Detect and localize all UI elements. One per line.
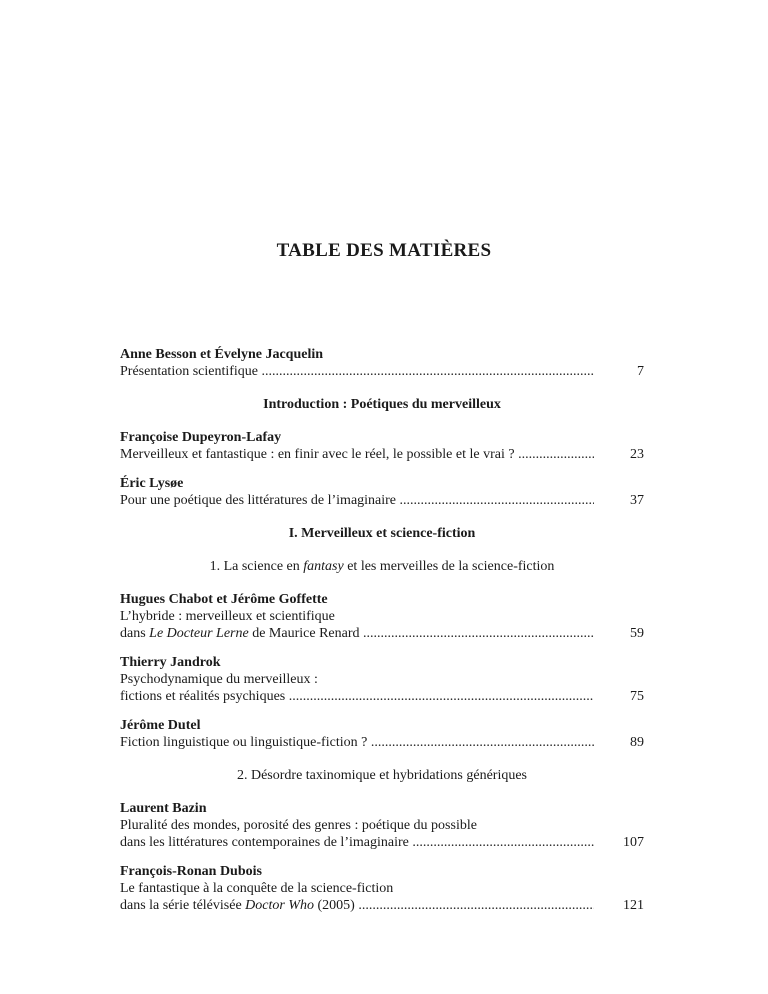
entry-title-line: Le fantastique à la conquête de la science-fiction (120, 881, 394, 896)
entry-title: fictions et réalités psychiques ..... (120, 688, 594, 705)
entry-title: Présentation scientifique ..... (120, 363, 594, 380)
entry-author: Anne Besson et Évelyne Jacquelin (120, 347, 324, 362)
page-number: 75 (630, 689, 644, 704)
entry-author: Françoise Dupeyron-Lafay (120, 430, 282, 445)
entry-title: Merveilleux et fantastique : en finir avec le réel, le possible et le vrai ? ..... (120, 446, 594, 463)
section-heading: Introduction : Poétiques du merveilleux (263, 397, 501, 412)
page-number: 89 (630, 735, 644, 750)
entry-title-line: Pluralité des mondes, porosité des genres : poétique du possible (120, 818, 477, 833)
subsection-text: 1. La science en (209, 559, 304, 574)
entry-author: Hugues Chabot et Jérôme Goffette (120, 592, 328, 607)
toc-entry (120, 800, 644, 851)
entry-title: dans les littératures contemporaines de l’imaginaire ..... (120, 834, 594, 851)
entry-author: Thierry Jandrok (120, 655, 221, 670)
page-number: 121 (623, 898, 644, 913)
entry-title: Fiction linguistique ou linguistique-fiction ? ..... (120, 734, 594, 751)
page-number: 107 (623, 835, 644, 850)
entry-author: Jérôme Dutel (120, 718, 201, 733)
entry-title-line: L’hybride : merveilleux et scientifique (120, 609, 335, 624)
table-of-contents (120, 346, 644, 926)
toc-entry (120, 654, 644, 705)
entry-author: Laurent Bazin (120, 801, 207, 816)
toc-entry (120, 475, 644, 509)
page-number: 59 (630, 626, 644, 641)
entry-author: Éric Lysøe (120, 476, 184, 491)
entry-title-line: Psychodynamique du merveilleux : (120, 672, 318, 687)
toc-entry (120, 717, 644, 751)
entry-title: Pour une poétique des littératures de l’imaginaire ..... (120, 492, 594, 509)
page-number: 23 (630, 447, 644, 462)
toc-entry (120, 591, 644, 642)
page-number: 37 (630, 493, 644, 508)
subsection-italic: fantasy (303, 559, 344, 574)
subsection-heading (120, 558, 644, 575)
page-title: TABLE DES MATIÈRES (276, 240, 492, 261)
entry-author: François-Ronan Dubois (120, 864, 262, 879)
page-number: 7 (637, 364, 644, 379)
section-heading: I. Merveilleux et science-fiction (288, 526, 476, 541)
toc-entry (120, 863, 644, 914)
toc-entry (120, 429, 644, 463)
entry-title: dans Le Docteur Lerne de Maurice Renard ..... (120, 625, 594, 642)
subsection-heading: 2. Désordre taxinomique et hybridations génériques (236, 768, 528, 783)
entry-title: dans la série télévisée Doctor Who (2005) ..... (120, 897, 594, 914)
toc-entry (120, 346, 644, 380)
subsection-text: et les merveilles de la science-fiction (343, 559, 555, 574)
